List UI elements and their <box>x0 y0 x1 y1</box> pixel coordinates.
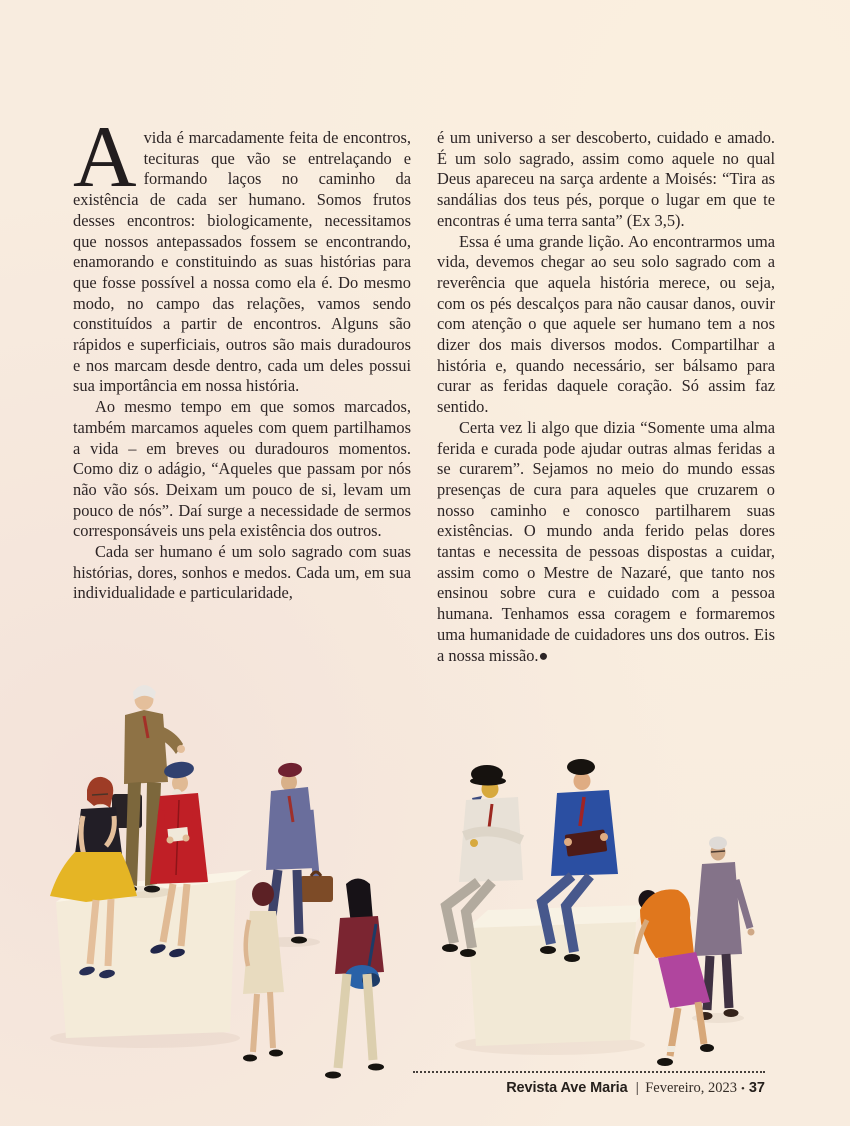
issue-date: Fevereiro, 2023 <box>645 1080 737 1096</box>
article-column-left <box>73 109 411 604</box>
figurine-walking-woman-cream-dress <box>243 882 284 1062</box>
paragraph: é um universo a ser descoberto, cuidado e amado. É um solo sagrado, assim como aquele no qual Deus apareceu na sarça ardente a Moisés: “Tira as sandálias dos teus pés, porque o lugar em que te encontras é uma terra santa” (Ex 3,5). <box>437 128 775 230</box>
magazine-name: Revista Ave Maria <box>506 1080 628 1096</box>
figurine-walking-woman-maroon-top <box>325 879 384 1079</box>
footer-dotted-rule <box>413 1071 765 1073</box>
drop-cap: A <box>73 109 137 206</box>
paragraph <box>73 109 411 397</box>
figurines-photo-left <box>40 670 420 1100</box>
footer-separator: | <box>635 1079 640 1095</box>
page-number: 37 <box>748 1080 765 1096</box>
footer <box>413 1079 765 1097</box>
paragraph: Ao mesmo tempo em que somos marcados, também marcamos aqueles com quem partilhamos a vida – em breves ou duradouros momentos. Como diz o adágio, “Aqueles que passam por nós não vão sós. Deixam um pouco de si, levam um pouco de nós”. Daí surge a necessidade de sermos corresponsáveis uns pela existência dos outros. <box>73 397 411 541</box>
footer-bullet: • <box>741 1083 745 1095</box>
paragraph: Certa vez li algo que dizia “Somente uma alma ferida e curada pode ajudar outras almas feridas a se curarem”. Sejamos no meio do mundo essas presenças de cura para aqueles que cruzarem o nosso caminho e conosco partilharem suas existências. O mundo anda ferido pelas dores tantas e necessita de pessoas dispostas a cuidar, assim como o Mestre de Nazaré, que tanto nos ensinou sobre cura e cuidado com a pessoa humana. Tenhamos essa coragem e formaremos uma humanidade de cuidadores uns dos outros. Eis a nossa missão.● <box>437 417 775 665</box>
paragraph: Essa é uma grande lição. Ao encontrarmos uma vida, devemos chegar ao seu solo sagrado com a reverência que aquela história merece, ou seja, com os pés descalços para não causar danos, ouvir com atenção o que aquele ser humano tem a nos dizer dos mais diversos modos. Compartilhar a história e, quando necessário, ser bálsamo para curar as feridas daquele coração. Só assim faz sentido. <box>437 231 775 417</box>
paragraph-text: vida é marcadamente feita de encontros, tecituras que vão se entrelaçando e formando laços no caminho da existência de cada ser humano. Somos frutos desses encontros: biologicamente, necessitamos que nossos antepassados fossem se encontrando, enamorando e constituindo as suas histórias para que fosse possível a nossa como ela é. Do mesmo modo, no campo das relações, vamos sendo constituídos a partir de encontros. Alguns são rápidos e superficiais, outros são mais duradouros e nos marcam desde dentro, cada um deles possui sua importância em nossa história. <box>73 128 411 396</box>
paragraph: Cada ser humano é um solo sagrado com suas histórias, dores, sonhos e medos. Cada um, em sua individualidade e particularidade, <box>73 542 411 603</box>
figurines-photo-right <box>430 740 830 1080</box>
article-column-right <box>437 128 775 666</box>
